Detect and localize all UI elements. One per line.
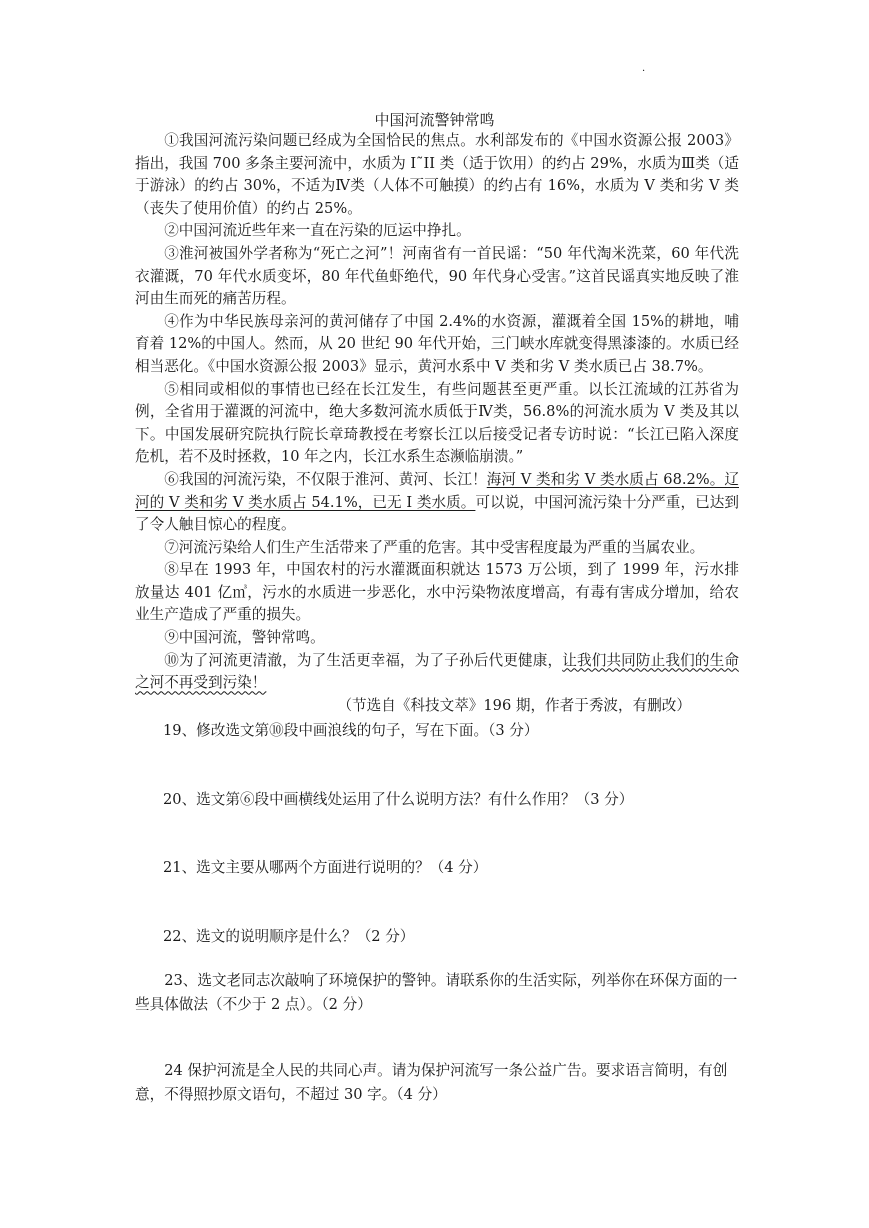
question-22: 22、选文的说明顺序是什么？（2 分） (163, 928, 415, 945)
question-23: 23、选文老同志次敲响了环境保护的警钟。请联系你的生活实际，列举你在环保方面的一些具体做法（不少于 2 点）。（2 分） (135, 972, 738, 1013)
paragraph-10-lead: ⑩为了河流更清澈，为了生活更幸福，为了子孙后代更健康， (164, 651, 563, 669)
paragraph-8: ⑧早在 1993 年，中国农村的污水灌溉面积就达 1573 万公顷，到了 1999 年，污水排放量达 401 亿㎥，污水的水质进一步恶化，水中污染物浓度增高，有毒有害成分增加，给农业生产造成了严重的损失。 (135, 561, 739, 624)
paragraph-5: ⑤相同或相似的事情也已经在长江发生，有些问题甚至更严重。以长江流域的江苏省为例，全省用于灌溉的河流中，绝大多数河流水质低于Ⅳ类，56.8%的河流水质为 V 类及其以下。中国发展研究院执行院长章琦教授在考察长江以后接受记者专访时说：“长江已陷入深度危机，若不及时拯救，10 年之内，长江水系生态濒临崩溃。” (135, 380, 739, 466)
paragraph-6-lead: ⑥我国的河流污染，不仅限于淮河、黄河、长江！ (164, 470, 487, 488)
wavy-underlined-sentence: 让我们共同防止我们的生命之河不再受到污染！ (135, 651, 739, 692)
paragraph-3: ③淮河被国外学者称为“死亡之河”！河南省有一首民谣：“50 年代淘米洗菜，60 年代洗衣灌溉，70 年代水质变坏，80 年代鱼虾绝代，90 年代身心受害。”这首民谣真实地反映了淮河由生而死的痛苦历程。 (135, 244, 739, 308)
page-mark: · (642, 66, 646, 77)
paragraph-6-tail: 可以说，中国河流污染十分严重，已达到了令人触目惊心的程度。 (135, 493, 739, 534)
paragraph-9: ⑨中国河流，警钟常鸣。 (164, 629, 325, 647)
question-24: 24 保护河流是全人民的共同心声。请为保护河流写一条公益广告。要求语言简明，有创意，不得照抄原文语句，不超过 30 字。（4 分） (135, 1062, 728, 1103)
question-21: 21、选文主要从哪两个方面进行说明的？（4 分） (163, 859, 488, 876)
question-19: 19、修改选文第⑩段中画浪线的句子，写在下面。（3 分） (163, 722, 539, 739)
article-title: 中国河流警钟常鸣 (374, 111, 495, 129)
underlined-sentence: 海河 V 类和劣 V 类水质占 68.2%。辽河的 V 类和劣 V 类水质占 54.1%，已无 I 类水质。 (135, 470, 739, 511)
paragraph-1: ①我国河流污染问题已经成为全国恰民的焦点。水利部发布的《中国水资源公报 2003》指出，我国 700 多条主要河流中，水质为 I˜II 类（适于饮用）的约占 29%，水质为Ⅲ类（适于游泳）的约占 30%，不适为Ⅳ类（人体不可触摸）的约占有 16%，水质为 V 类和劣 V 类（丧失了使用价值）的约占 25%。 (135, 132, 739, 217)
paragraph-7: ⑦河流污染给人们生产生活带来了严重的危害。其中受害程度最为严重的当属农业。 (164, 538, 705, 556)
paragraph-6 (135, 469, 739, 537)
question-20: 20、选文第⑥段中画横线处运用了什么说明方法？有什么作用？（3 分） (163, 791, 634, 808)
paragraph-10 (135, 650, 739, 695)
paragraph-4: ④作为中华民族母亲河的黄河储存了中国 2.4%的水资源，灌溉着全国 15%的耕地，哺育着 12%的中国人。然而，从 20 世纪 90 年代开始，三门峡水库就变得黑漆漆的。水质已经相当恶化。《中国水资源公报 2003》显示，黄河水系中 V 类和劣 V 类水质已占 38.7%。 (135, 312, 739, 375)
article-body (135, 130, 739, 717)
source-note: （节选自《科技文萃》196 期，作者于秀波，有删改） (337, 696, 691, 714)
paragraph-2: ②中国河流近些年来一直在污染的厄运中挣扎。 (164, 222, 471, 240)
